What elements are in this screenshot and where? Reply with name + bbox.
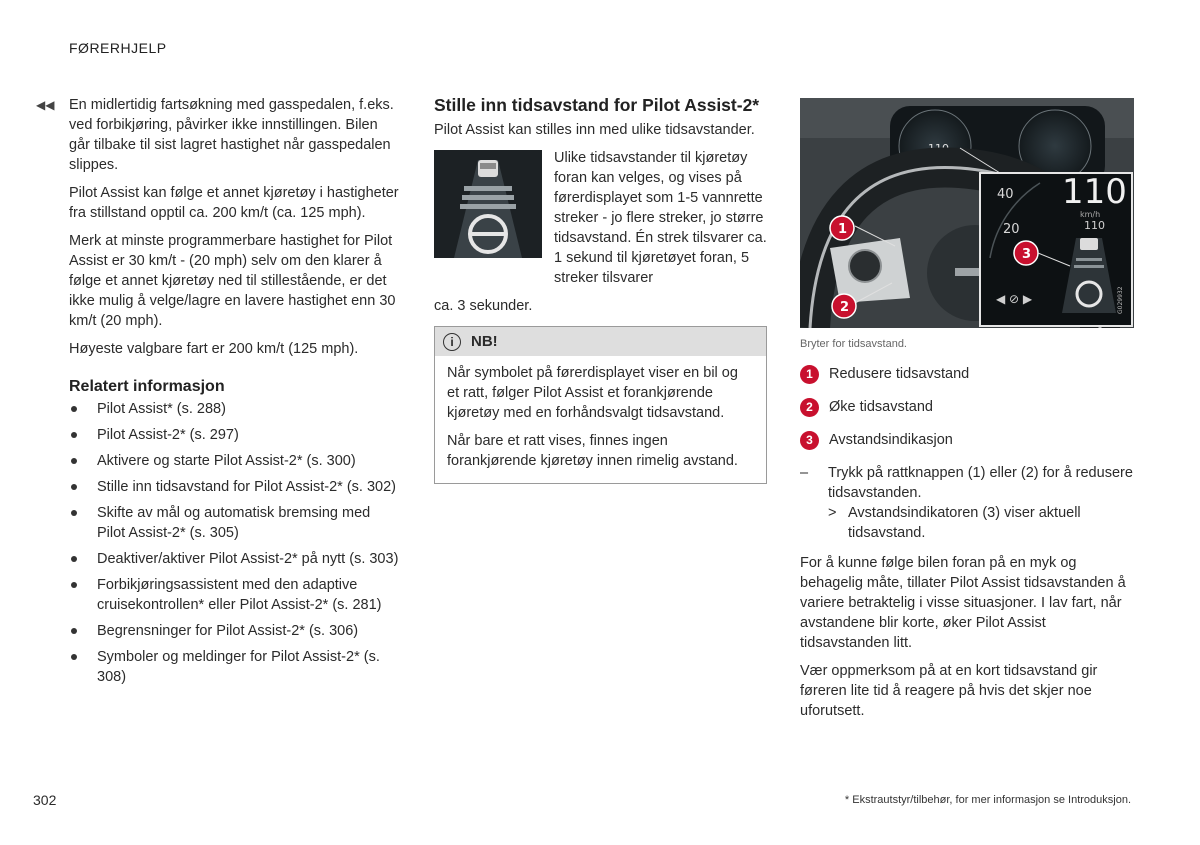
column-middle <box>434 95 767 484</box>
marker-badge: 1 <box>800 365 819 384</box>
note-paragraph: Når bare et ratt vises, finnes ingen forankjørende kjøretøy innen rimelig avstand. <box>447 433 738 469</box>
related-list <box>69 399 401 687</box>
info-icon: i <box>443 333 461 351</box>
note-header <box>435 327 766 356</box>
image-code: G029932 <box>1117 286 1124 314</box>
instruction-step <box>800 463 1134 503</box>
speed-small: 110 <box>1084 219 1105 232</box>
column-right <box>800 98 1134 729</box>
paragraph: En midlertidig fartsøkning med gasspedalen, f.eks. ved forbikjøring, påvirker ikke innstillingen. Bilen går tilbake til sist lagret hastighet når gasspedalen slippes. <box>69 97 394 173</box>
legend-item <box>800 430 1134 450</box>
legend-item <box>800 364 1134 384</box>
speed-big: 110 <box>1062 172 1127 212</box>
section-header: FØRERHJELP <box>69 40 167 56</box>
paragraph: Pilot Assist kan følge et annet kjøretøy i hastigheter fra stillstand opptil ca. 200 km/t (ca. 125 mph). <box>69 185 399 221</box>
tick-40: 40 <box>997 187 1014 202</box>
footnote: * Ekstrautstyr/tilbehør, for mer informasjon se Introduksjon. <box>844 794 1131 806</box>
column-left <box>36 95 401 693</box>
note-title: NB! <box>471 332 498 350</box>
related-link[interactable]: Aktivere og starte Pilot Assist-2* (s. 300) <box>69 451 401 471</box>
related-heading: Relatert informasjon <box>69 378 225 395</box>
note-body <box>435 356 766 483</box>
tick-20: 20 <box>1003 222 1020 237</box>
marker-2: 2 <box>840 300 850 315</box>
page-number: 302 <box>33 792 57 808</box>
figure-caption: Bryter for tidsavstand. <box>800 338 907 350</box>
steering-wheel-photo <box>800 98 1134 328</box>
figure-text-end: ca. 3 sekunder. <box>434 298 533 314</box>
related-link[interactable]: Forbikjøringsassistent med den adaptive cruisekontrollen* eller Pilot Assist-2* (s. 281) <box>69 575 401 615</box>
marker-badge: 2 <box>800 398 819 417</box>
intro-text: Pilot Assist kan stilles inn med ulike tidsavstander. <box>434 122 755 138</box>
marker-3: 3 <box>1022 247 1032 262</box>
paragraph: Høyeste valgbare fart er 200 km/t (125 mph). <box>69 341 359 357</box>
step-dash: – <box>800 465 809 481</box>
related-link[interactable]: Deaktiver/aktiver Pilot Assist-2* på nytt (s. 303) <box>69 549 401 569</box>
note-paragraph: Når symbolet på førerdisplayet viser en bil og et ratt, følger Pilot Assist et forankjørende kjøretøy med en forhåndsvalgt tidsavstand. <box>447 365 738 421</box>
continued-icon: ◀◀ <box>36 98 55 112</box>
related-link[interactable]: Begrensninger for Pilot Assist-2* (s. 306) <box>69 621 401 641</box>
legend-item <box>800 397 1134 417</box>
step-result <box>800 503 1134 543</box>
paragraph: For å kunne følge bilen foran på en myk og behagelig måte, tillater Pilot Assist tidsavstanden å variere betraktelig i visse situasjoner. I lav fart, når avstandene blir korte, øker Pilot Assist tidsavstanden litt. <box>800 555 1126 651</box>
legend-text: Øke tidsavstand <box>829 399 933 415</box>
marker-1: 1 <box>838 222 848 237</box>
unit-label: km/h <box>1080 210 1101 219</box>
legend-text: Avstandsindikasjon <box>829 432 953 448</box>
result-arrow: > <box>828 505 837 521</box>
distance-display-image <box>434 150 542 258</box>
marker-badge: 3 <box>800 431 819 450</box>
paragraph: Vær oppmerksom på at en kort tidsavstand gir føreren lite tid å reagere på hvis det skjer noe uforutsett. <box>800 663 1098 719</box>
paragraph: Merk at minste programmerbare hastighet for Pilot Assist er 30 km/t - (20 mph) selv om den klarer å følge et annet kjøretøy ned til stillestående, er det ikke mulig å velge/lagre en lavere hastighet enn 30 km/t (20 mph). <box>69 233 396 329</box>
related-link[interactable]: Skifte av mål og automatisk bremsing med Pilot Assist-2* (s. 305) <box>69 503 401 543</box>
distance-figure-row <box>434 148 767 288</box>
related-link[interactable]: Stille inn tidsavstand for Pilot Assist-2* (s. 302) <box>69 477 401 497</box>
svg-text:◀ ⊘ ▶: ◀ ⊘ ▶ <box>996 292 1033 306</box>
steering-wheel-car-icon <box>434 150 542 258</box>
related-link[interactable]: Pilot Assist* (s. 288) <box>69 399 401 419</box>
step-text: Trykk på rattknappen (1) eller (2) for å redusere tidsavstanden. <box>828 465 1133 501</box>
svg-text:110: 110 <box>928 142 949 155</box>
legend-text: Redusere tidsavstand <box>829 366 970 382</box>
related-link[interactable]: Symboler og meldinger for Pilot Assist-2* (s. 308) <box>69 647 401 687</box>
dashboard-illustration <box>800 98 1134 328</box>
related-link[interactable]: Pilot Assist-2* (s. 297) <box>69 425 401 445</box>
note-box <box>434 326 767 484</box>
result-text: Avstandsindikatoren (3) viser aktuell tidsavstand. <box>848 505 1081 541</box>
figure-text: Ulike tidsavstander til kjøretøy foran kan velges, og vises på førerdisplayet som 1-5 vannrette streker - jo flere streker, jo større tidsavstand. Én strek tilsvarer ca. 1 sekund til kjøretøyet foran, 5 streker tilsvarer <box>554 150 767 286</box>
section-title: Stille inn tidsavstand for Pilot Assist-2* <box>434 95 760 115</box>
